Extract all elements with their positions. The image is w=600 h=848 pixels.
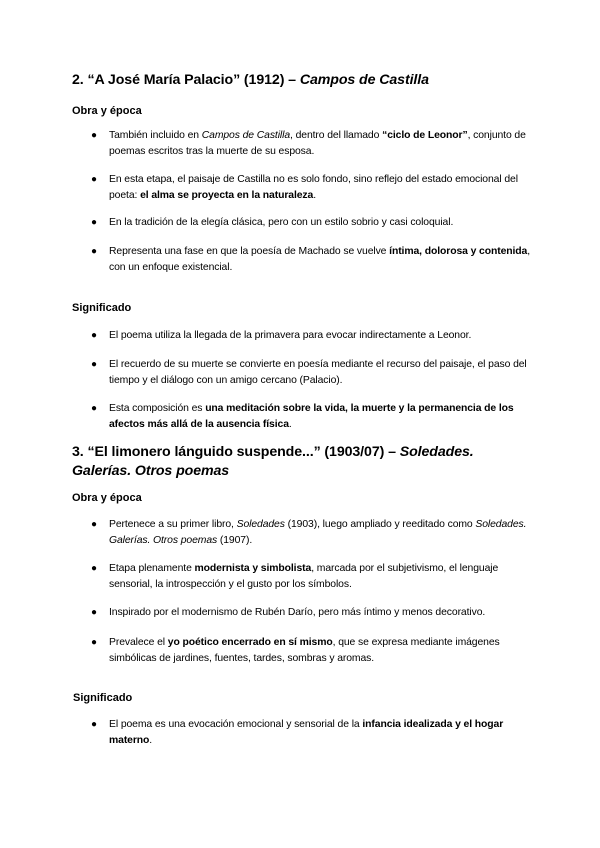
text-run: (1903), luego ampliado y reeditado como — [284, 519, 476, 530]
section-3-obra-heading: Obra y época — [72, 492, 142, 504]
italic-text: Campos de Castilla — [201, 130, 291, 141]
section-2-title-main: 2. “A José María Palacio” (1912) – — [72, 72, 300, 88]
text-run: El poema utiliza la llegada de la primavera para evocar indirectamente a Leonor. — [109, 330, 472, 341]
list-item-text — [109, 128, 531, 159]
text-run: Inspirado por el modernismo de Rubén Darío, pero más íntimo y menos decorativo. — [109, 607, 486, 618]
bold-text: “ciclo de Leonor” — [382, 130, 468, 141]
section-2-title-book: Campos de Castilla — [299, 72, 429, 88]
bullet-icon: ● — [91, 719, 97, 730]
bullet-icon: ● — [91, 637, 97, 648]
list-item-text — [109, 717, 531, 748]
text-run: , dentro del llamado — [290, 130, 383, 141]
list-item — [91, 605, 531, 621]
section-2-obra-heading: Obra y época — [72, 105, 142, 117]
text-run: Representa una fase en que la poesía de Machado se vuelve — [109, 246, 390, 257]
list-item-text — [109, 215, 531, 231]
list-item-text — [109, 635, 531, 666]
text-run: El recuerdo de su muerte se convierte en poesía mediante el recurso del paisaje, el paso del tiempo y el diálogo con un amigo cercano (Palacio). — [109, 359, 527, 386]
list-item — [91, 635, 531, 666]
list-item-text — [109, 244, 531, 275]
section-3-title — [72, 443, 532, 481]
list-item — [91, 244, 531, 275]
text-run: Pertenece a su primer libro, — [109, 519, 237, 530]
text-run: Esta composición es — [109, 403, 206, 414]
text-run: , con un enfoque existencial. — [109, 246, 531, 273]
italic-text: Soledades. Galerías. Otros poemas — [109, 519, 527, 546]
text-run: En esta etapa, el paisaje de Castilla no es solo fondo, sino reflejo del estado emocional del poeta: — [109, 174, 518, 201]
section-2-significado-heading: Significado — [72, 302, 132, 314]
section-2-title — [72, 71, 429, 90]
bullet-icon: ● — [91, 174, 97, 185]
text-run: . — [313, 189, 317, 201]
section-3-title-main: 3. “El limonero lánguido suspende...” (1903/07) – — [72, 444, 400, 460]
bullet-icon: ● — [91, 359, 97, 370]
list-item — [91, 328, 531, 344]
bullet-icon: ● — [91, 563, 97, 574]
list-item — [91, 717, 531, 748]
list-item — [91, 215, 531, 231]
list-item-text — [109, 328, 531, 344]
bold-text: íntima, dolorosa y contenida — [389, 246, 528, 257]
italic-text: Soledades — [236, 519, 285, 530]
bullet-icon: ● — [91, 403, 97, 414]
list-item-text — [109, 401, 531, 432]
text-run: (1907). — [217, 534, 253, 546]
bold-text: infancia idealizada y el hogar materno — [109, 719, 504, 746]
text-run: , marcada por el subjetivismo, el lenguaje sensorial, la introspección y el gusto por los símbolos. — [109, 563, 499, 590]
bold-text: una meditación sobre la vida, la muerte y la permanencia de los afectos más allá de la ausencia física — [109, 403, 514, 430]
text-run: . — [149, 734, 153, 746]
bullet-icon: ● — [91, 607, 97, 618]
text-run: , que se expresa mediante imágenes simbólicas de jardines, fuentes, tardes, sombras y aromas. — [109, 637, 500, 664]
list-item — [91, 561, 531, 592]
text-run: . — [288, 418, 292, 430]
bullet-icon: ● — [91, 519, 97, 530]
text-run: También incluido en — [109, 130, 202, 141]
list-item-text — [109, 357, 531, 388]
list-item-text — [109, 561, 531, 592]
section-3-significado-heading: Significado — [73, 692, 133, 704]
bullet-icon: ● — [91, 130, 97, 141]
list-item-text — [109, 172, 531, 203]
text-run: El poema es una evocación emocional y sensorial de la — [109, 719, 363, 730]
text-run: En la tradición de la elegía clásica, pero con un estilo sobrio y casi coloquial. — [109, 217, 454, 228]
list-item — [91, 357, 531, 388]
text-run: Etapa plenamente — [109, 563, 195, 574]
text-run: , conjunto de poemas escritos tras la muerte de su esposa. — [109, 130, 526, 157]
text-run: Prevalece el — [109, 637, 168, 648]
section-3-title-book: Soledades. Galerías. Otros poemas — [72, 444, 474, 479]
list-item — [91, 172, 531, 203]
bold-text: modernista y simbolista — [194, 563, 312, 574]
list-item-text — [109, 605, 531, 621]
list-item — [91, 401, 531, 432]
bold-text: el alma se proyecta en la naturaleza — [140, 189, 314, 201]
bullet-icon: ● — [91, 246, 97, 257]
list-item — [91, 128, 531, 159]
list-item — [91, 517, 531, 548]
bold-text: yo poético encerrado en sí mismo — [167, 637, 333, 648]
bullet-icon: ● — [91, 330, 97, 341]
bullet-icon: ● — [91, 217, 97, 228]
list-item-text — [109, 517, 531, 548]
